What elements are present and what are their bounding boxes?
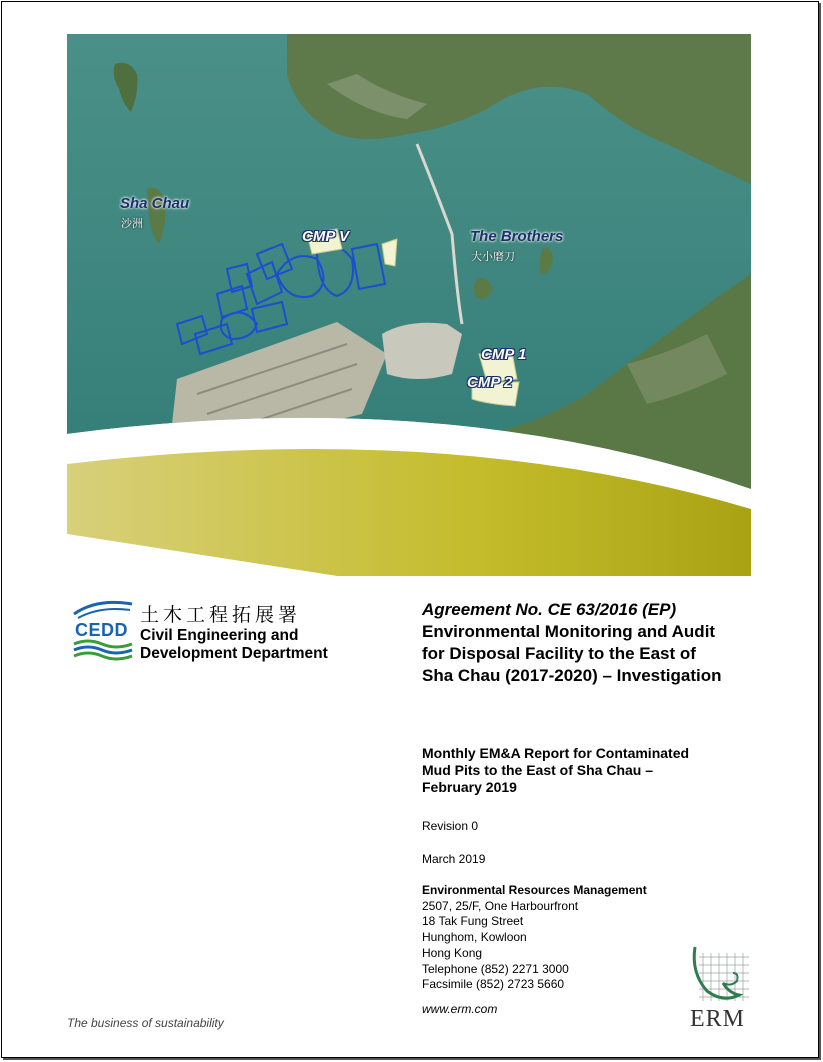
telephone: Telephone (852) 2271 3000 (422, 961, 569, 976)
cedd-name-line2: Development Department (140, 645, 328, 662)
reclamation (382, 323, 462, 379)
erm-logo-text: ERM (690, 1006, 746, 1032)
facsimile: Facsimile (852) 2723 5660 (422, 977, 565, 992)
agreement-line-3: Sha Chau (2017-2020) – Investigation (422, 666, 722, 685)
label-the-brothers-cn: 大小磨刀 (471, 251, 515, 263)
address-line-1: 2507, 25/F, One Harbourfront (422, 898, 579, 913)
report-title-line-1: Monthly EM&A Report for Contaminated (422, 745, 690, 761)
agreement-number: Agreement No. CE 63/2016 (EP) (422, 600, 677, 619)
label-cmp-1: CMP 1 (481, 346, 527, 363)
cedd-logo (72, 600, 352, 666)
erm-globe-icon (689, 943, 755, 1007)
agreement-line-1: Environmental Monitoring and Audit (422, 622, 716, 641)
address-line-4: Hong Kong (422, 945, 483, 960)
label-cmp-2: CMP 2 (467, 374, 513, 391)
cover-aerial-image (67, 34, 751, 576)
cedd-name-line1: Civil Engineering and (140, 627, 299, 644)
agreement-line-2: for Disposal Facility to the East of (422, 644, 696, 663)
label-cmp-v: CMP V (302, 228, 349, 245)
report-title-line-3: February 2019 (422, 779, 517, 795)
report-title-line-2: Mud Pits to the East of Sha Chau – (422, 762, 654, 778)
label-sha-chau-cn: 沙洲 (121, 218, 143, 230)
address-line-3: Hunghom, Kowloon (422, 930, 527, 945)
label-sha-chau: Sha Chau (120, 195, 190, 212)
report-title (422, 745, 742, 796)
cedd-name-chinese: 土木工程拓展署 (140, 605, 302, 626)
consultant-address (422, 883, 647, 993)
consultant-name: Environmental Resources Management (422, 883, 647, 897)
tagline: The business of sustainability (67, 1016, 224, 1030)
cedd-name-english (140, 627, 328, 663)
address-line-2: 18 Tak Fung Street (422, 914, 524, 929)
report-revision: Revision 0 (422, 819, 479, 833)
agreement-title-block (422, 599, 752, 687)
cedd-acronym: CEDD (75, 620, 129, 640)
label-the-brothers: The Brothers (470, 228, 564, 245)
report-date: March 2019 (422, 852, 486, 866)
website-link[interactable]: www.erm.com (422, 1002, 498, 1016)
